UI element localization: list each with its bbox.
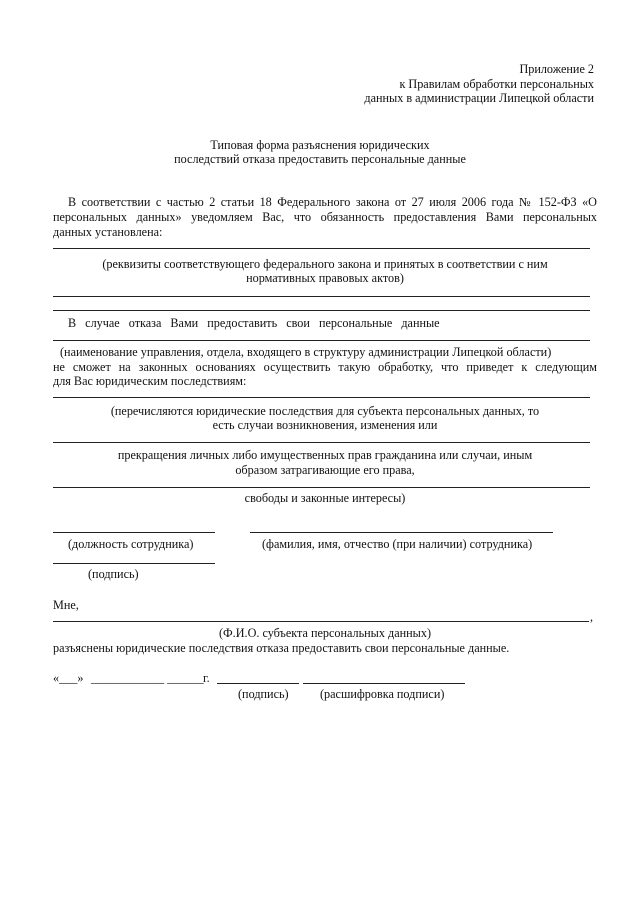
subject-signature-caption: (подпись) (238, 687, 289, 701)
form-title-line2: последствий отказа предоставить персональные данные (174, 152, 466, 166)
subject-fio-line[interactable] (53, 621, 589, 622)
requisites-extra-line-1[interactable] (53, 296, 590, 297)
employee-position-line[interactable] (53, 532, 215, 533)
consequences-blank-line-2[interactable] (53, 442, 590, 443)
subject-fio-caption: (Ф.И.О. субъекта персональных данных) (218, 626, 431, 640)
employee-position-caption: (должность сотрудника) (68, 537, 194, 551)
form-title-line1: Типовая форма разъяснения юридических (210, 138, 430, 152)
appendix-rules-ref: к Правилам обработки персональных (399, 77, 594, 91)
department-blank-line[interactable] (53, 340, 590, 341)
to-me-label: Мне, (53, 598, 79, 612)
intro-line3: данных установлена: (53, 225, 163, 239)
consequences-caption-line5: свободы и законные интересы) (244, 491, 406, 505)
requisites-blank-line[interactable] (53, 248, 590, 249)
subject-fio-comma: , (590, 610, 594, 624)
employee-signature-caption: (подпись) (88, 567, 139, 581)
consequences-caption-line4: образом затрагивающие его права, (235, 463, 415, 477)
subject-signature-line[interactable] (217, 683, 299, 684)
employee-name-line[interactable] (250, 532, 553, 533)
employee-signature-line[interactable] (53, 563, 215, 564)
date-year-suffix: г. (203, 671, 210, 685)
consequence-line1: не сможет на законных основаниях осуществить такую обработку, что приведет к следующим (53, 360, 597, 374)
intro-line2: персональных данных» уведомляем Вас, что обязанность предоставления Вами персональных (53, 210, 597, 224)
consequences-caption-line3: прекращения личных либо имущественных прав гражданина или случаи, иным (117, 448, 533, 462)
intro-line1: В соответствии с частью 2 статьи 18 Федерального закона от 27 июля 2006 года № 152-ФЗ «О (68, 195, 597, 209)
consequences-caption-line1: (перечисляются юридические последствия для субъекта персональных данных, то (110, 404, 540, 418)
refusal-sentence: В случае отказа Вами предоставить свои персональные данные (68, 316, 440, 330)
employee-name-caption: (фамилия, имя, отчество (при наличии) сотрудника) (262, 537, 533, 551)
department-caption: (наименование управления, отдела, входящего в структуру администрации Липецкой области) (60, 345, 552, 359)
requisites-extra-line-2[interactable] (53, 310, 590, 311)
subject-decode-caption: (расшифровка подписи) (320, 687, 445, 701)
consequences-blank-line-1[interactable] (53, 397, 590, 398)
date-day-field[interactable]: «___» (53, 671, 84, 685)
subject-decode-line[interactable] (303, 683, 465, 684)
appendix-admin-ref: данных в администрации Липецкой области (364, 91, 594, 105)
appendix-number: Приложение 2 (519, 62, 594, 76)
consequence-line2: для Вас юридическим последствиям: (53, 374, 247, 388)
date-month-year-field[interactable]: ____________ ______ (91, 671, 204, 685)
consequences-blank-line-3[interactable] (53, 487, 590, 488)
explained-statement: разъяснены юридические последствия отказа предоставить свои персональные данные. (53, 641, 510, 655)
requisites-caption-line1: (реквизиты соответствующего федерального закона и принятых в соответствии с ним (102, 257, 548, 271)
consequences-caption-line2: есть случаи возникновения, изменения или (212, 418, 438, 432)
requisites-caption-line2: нормативных правовых актов) (246, 271, 404, 285)
